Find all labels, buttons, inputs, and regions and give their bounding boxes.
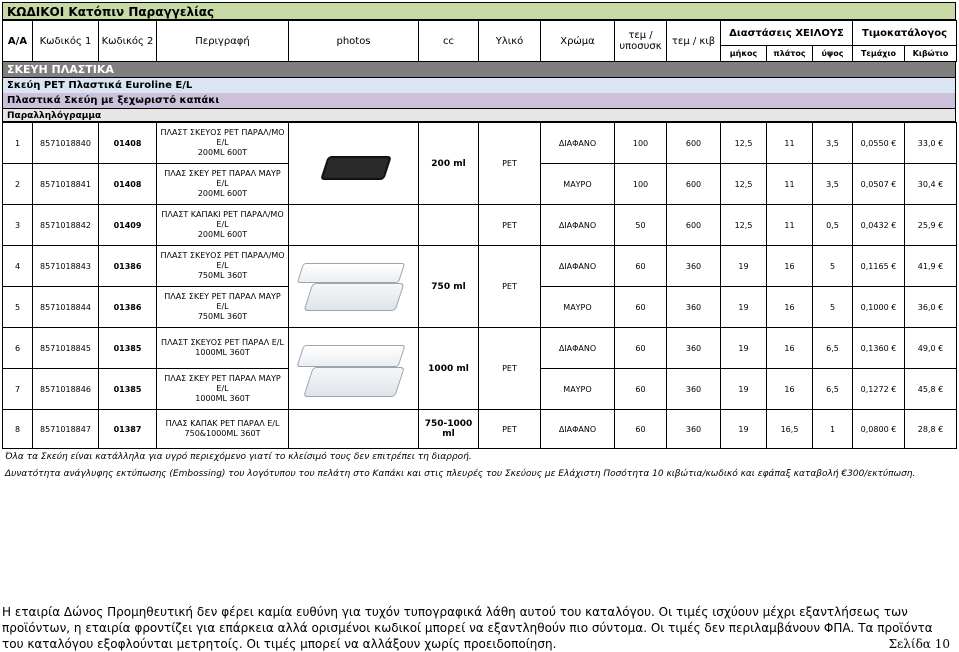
product-photo	[289, 410, 419, 449]
note-embossing: Δυνατότητα ανάγλυφης εκτύπωσης (Embossing) του λογότυπου του πελάτη στο Καπάκι και στις πλευρές του Σκεύους με Ελάχιστη Ποσότητα 10 κιβώτια/κωδικό και εφάπαξ καταβολή €300/εκτύπωση.	[5, 469, 916, 479]
product-photo	[289, 328, 419, 410]
product-photo	[289, 205, 419, 246]
col-width: πλάτος	[767, 46, 813, 62]
disclaimer-text: Η εταιρία Δώνος Προμηθευτική δεν φέρει καμία ευθύνη για τυχόν τυπογραφικά λάθη αυτού του καταλόγου. Οι τιμές ισχύουν μέχρι εξαντλήσεως των προϊόντων, η εταιρία φροντίζει για επάρκεια αλλά ορισμένοι κωδικοί μπορεί να εξαντληθούν πιο σύντομα. Οι τιμές δεν περιλαμβάνουν ΦΠΑ. Τα προϊόντα του καταλόγου εξοφλούνται μετρητοίς. Οι τιμές μπορεί να αλλάξουν χωρίς προειδοποίηση.	[2, 605, 933, 651]
table-row: 1 8571018840 01408 ΠΛΑΣΤ ΣΚΕΥΟΣ PET ΠΑΡΑΛ/ΜΟ E/L 200ML 600T 200 ml PET ΔΙΑΦΑΝΟ 100 600 12,5 11 3,5 0,0550 € 33,0 €	[3, 123, 957, 164]
col-aa: Α/Α	[3, 21, 33, 62]
page-title: ΚΩΔΙΚΟΙ Κατόπιν Παραγγελίας	[2, 2, 956, 20]
col-price-piece: Τεμάχιο	[853, 46, 905, 62]
subsection-title-2: Πλαστικά Σκεύη με ξεχωριστό καπάκι	[2, 93, 956, 108]
col-pcs-box: τεμ / κιβ	[667, 21, 721, 62]
subsection-title-3: Παραλληλόγραμμα	[2, 108, 956, 122]
footer-disclaimer	[2, 604, 956, 652]
table-row: 8 8571018847 01387 ΠΛΑΣ ΚΑΠΑΚ PET ΠΑΡΑΛ E/L 750&1000ML 360T 750-1000 ml PET ΔΙΑΦΑΝΟ 60 360 19 16,5 1 0,0800 € 28,8 €	[3, 410, 957, 449]
products-table	[2, 122, 957, 449]
col-price-box: Κιβώτιο	[905, 46, 957, 62]
product-photo	[289, 123, 419, 205]
table-row: 2 8571018841 01408 ΠΛΑΣ ΣΚΕΥ PET ΠΑΡΑΛ ΜΑΥΡ E/L 200ML 600T ΜΑΥΡΟ 100 600 12,5 11 3,5 0,0507 € 30,4 €	[3, 164, 957, 205]
col-pricelist: Τιμοκατάλογος	[853, 21, 957, 46]
table-row: 4 8571018843 01386 ΠΛΑΣΤ ΣΚΕΥΟΣ PET ΠΑΡΑΛ/ΜΟ E/L 750ML 360T 750 ml PET ΔΙΑΦΑΝΟ 60 360 19 16 5 0,1165 € 41,9 €	[3, 246, 957, 287]
product-photo	[289, 246, 419, 328]
subsection-title: Σκεύη PET Πλαστικά Euroline E/L	[2, 78, 956, 93]
col-code1: Κωδικός 1	[33, 21, 99, 62]
col-material: Υλικό	[479, 21, 541, 62]
table-row: 3 8571018842 01409 ΠΛΑΣΤ ΚΑΠΑΚΙ PET ΠΑΡΑΛ/ΜΟ E/L 200ML 600T PET ΔΙΑΦΑΝΟ 50 600 12,5 11 0,5 0,0432 € 25,9 €	[3, 205, 957, 246]
page-number: Σελίδα 10	[888, 637, 950, 651]
col-length: μήκος	[721, 46, 767, 62]
header-table	[2, 20, 957, 62]
section-title: ΣΚΕΥΗ ΠΛΑΣΤΙΚΑ	[2, 62, 956, 78]
table-row: 7 8571018846 01385 ΠΛΑΣ ΣΚΕΥ PET ΠΑΡΑΛ ΜΑΥΡ E/L 1000ML 360T ΜΑΥΡΟ 60 360 19 16 6,5 0,1272 € 45,8 €	[3, 369, 957, 410]
col-code2: Κωδικός 2	[99, 21, 157, 62]
table-row: 5 8571018844 01386 ΠΛΑΣ ΣΚΕΥ PET ΠΑΡΑΛ ΜΑΥΡ E/L 750ML 360T ΜΑΥΡΟ 60 360 19 16 5 0,1000 € 36,0 €	[3, 287, 957, 328]
col-description: Περιγραφή	[157, 21, 289, 62]
col-color: Χρώμα	[541, 21, 615, 62]
table-row: 6 8571018845 01385 ΠΛΑΣΤ ΣΚΕΥΟΣ PET ΠΑΡΑΛ E/L 1000ML 360T 1000 ml PET ΔΙΑΦΑΝΟ 60 360 19 16 6,5 0,1360 € 49,0 €	[3, 328, 957, 369]
note-liquids: Όλα τα Σκεύη είναι κατάλληλα για υγρό περιεχόμενο γιατί το κλείσιμό τους δεν επιτρέπει τη διαρροή.	[5, 452, 472, 462]
col-photos: photos	[289, 21, 419, 62]
col-height: ύψος	[813, 46, 853, 62]
col-dimensions: Διαστάσεις ΧΕΙΛΟΥΣ	[721, 21, 853, 46]
col-pcs-pack: τεμ / υποσυσκ	[615, 21, 667, 62]
col-cc: cc	[419, 21, 479, 62]
catalog-sheet	[2, 2, 956, 481]
